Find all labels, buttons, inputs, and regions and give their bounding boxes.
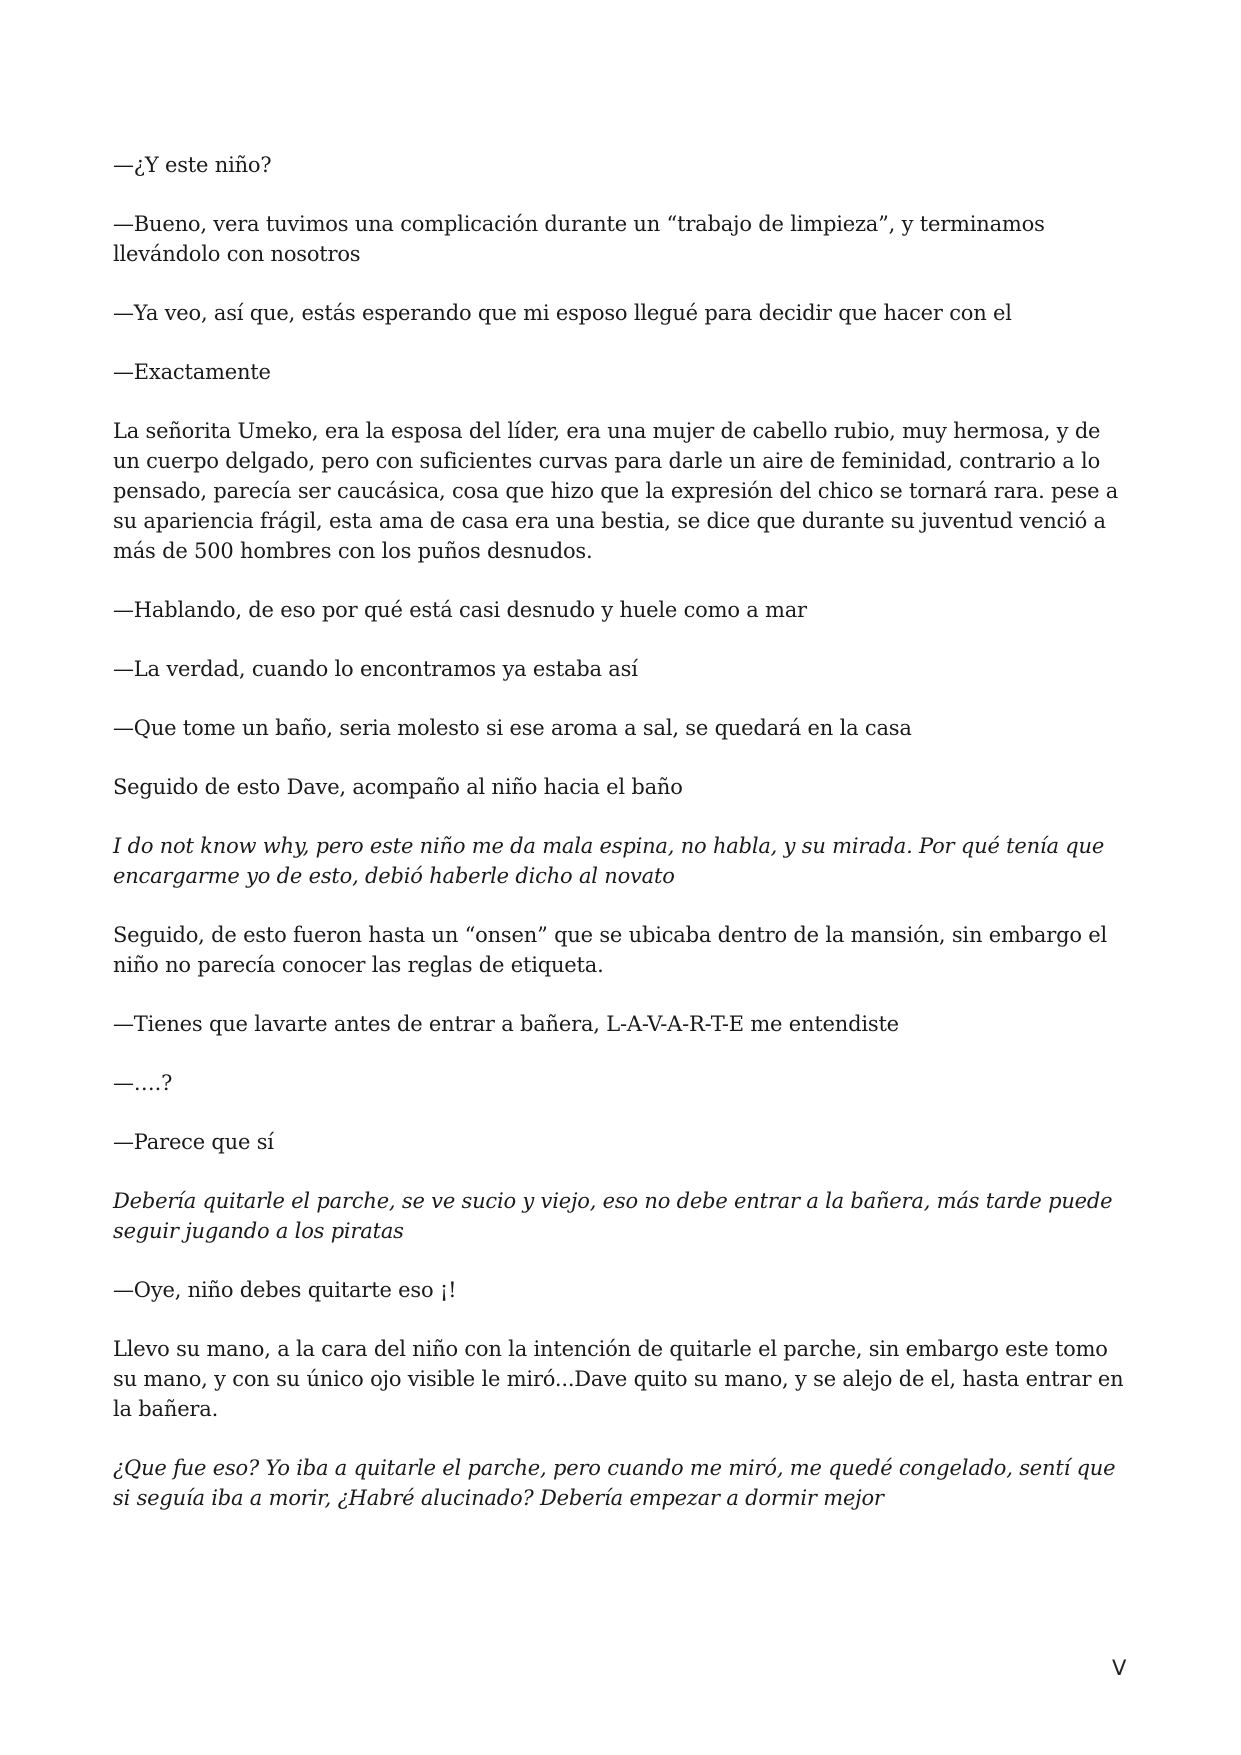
paragraph: Llevo su mano, a la cara del niño con la intención de quitarle el parche, sin embargo este tomo su mano, y con su único ojo visible le miró...Dave quito su mano, y se alejo de el, hasta entrar en la bañera. — [113, 1337, 1124, 1421]
paragraph: —Oye, niño debes quitarte eso ¡! — [113, 1278, 457, 1302]
paragraph: —Ya veo, así que, estás esperando que mi esposo llegué para decidir que hacer con el — [113, 301, 1012, 325]
paragraph: —La verdad, cuando lo encontramos ya estaba así — [113, 657, 638, 681]
paragraph: La señorita Umeko, era la esposa del líder, era una mujer de cabello rubio, muy hermosa, y de un cuerpo delgado, pero con suficientes curvas para darle un aire de feminidad, contrario a lo pensado, parecía ser caucásica, cosa que hizo que la expresión del chico se tornará rara. pese a su apariencia frágil, esta ama de casa era una bestia, se dice que durante su juventud venció a más de 500 hombres con los puños desnudos. — [113, 419, 1119, 563]
paragraph: —….? — [113, 1071, 173, 1095]
paragraph: —Parece que sí — [113, 1130, 274, 1154]
paragraph: —Bueno, vera tuvimos una complicación durante un “trabajo de limpieza”, y terminamos llevándolo con nosotros — [113, 212, 1045, 266]
paragraph: —Exactamente — [113, 360, 271, 384]
paragraph: ¿Que fue eso? Yo iba a quitarle el parche, pero cuando me miró, me quedé congelado, sentí que si seguía iba a morir, ¿Habré alucinado? Debería empezar a dormir mejor — [113, 1456, 1116, 1510]
paragraph: Debería quitarle el parche, se ve sucio y viejo, eso no debe entrar a la bañera, más tarde puede seguir jugando a los piratas — [113, 1189, 1113, 1243]
paragraph: —Que tome un baño, seria molesto si ese aroma a sal, se quedará en la casa — [113, 716, 912, 740]
document-body — [113, 150, 1133, 1542]
paragraph: —Hablando, de eso por qué está casi desnudo y huele como a mar — [113, 598, 807, 622]
paragraph: —¿Y este niño? — [113, 153, 272, 177]
paragraph: —Tienes que lavarte antes de entrar a bañera, L-A-V-A-R-T-E me entendiste — [113, 1012, 899, 1036]
paragraph: Seguido, de esto fueron hasta un “onsen” que se ubicaba dentro de la mansión, sin embargo el niño no parecía conocer las reglas de etiqueta. — [113, 923, 1107, 977]
page-number: V — [1112, 1656, 1127, 1680]
paragraph: I do not know why, pero este niño me da mala espina, no habla, y su mirada. Por qué tenía que encargarme yo de esto, debió haberle dicho al novato — [113, 834, 1105, 888]
paragraph: Seguido de esto Dave, acompaño al niño hacia el baño — [113, 775, 683, 799]
